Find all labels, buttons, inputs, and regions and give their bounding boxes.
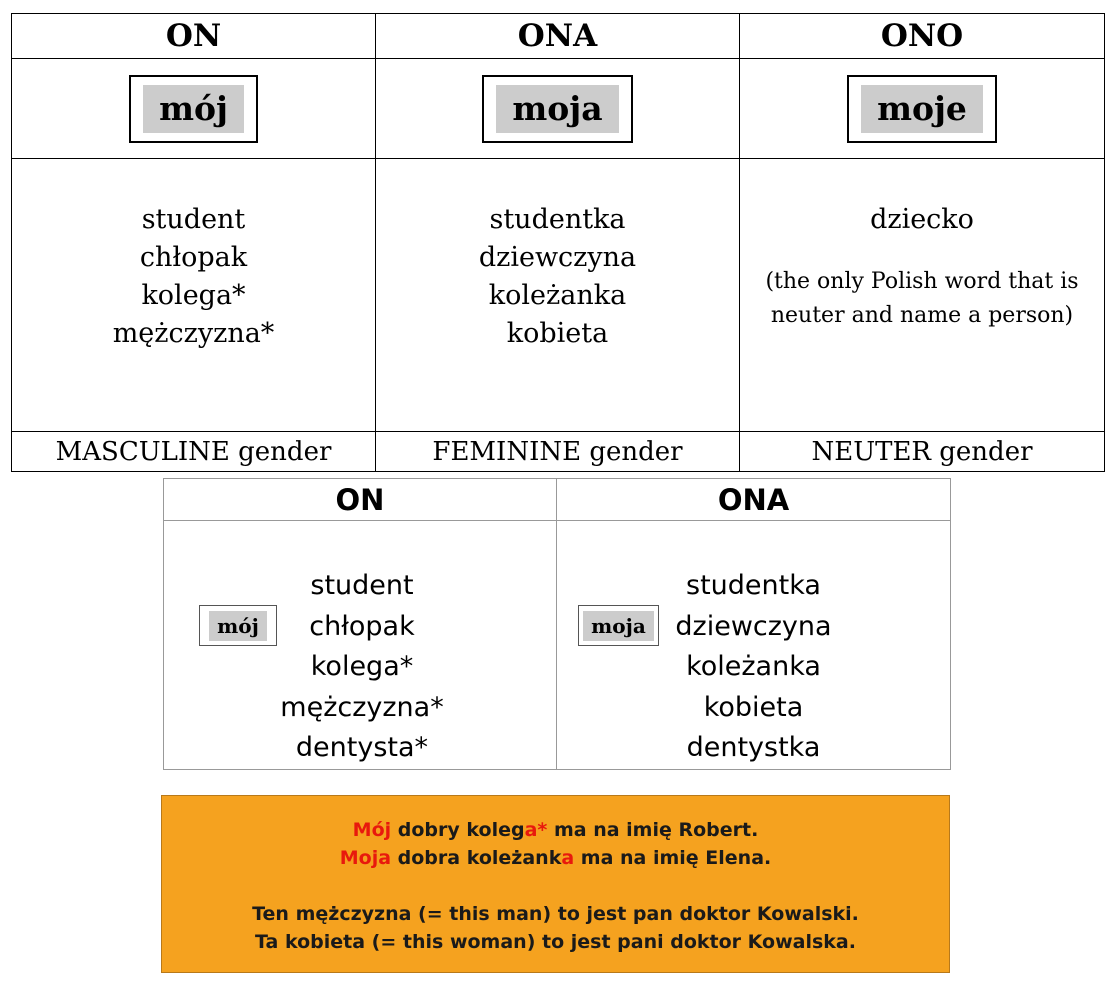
header-on: ON [12, 14, 376, 59]
sentence-1: Mój dobry kolega* ma na imię Robert. [352, 819, 759, 841]
masculine-cell [164, 521, 557, 770]
header-ona: ONA [376, 14, 740, 59]
header-row [12, 14, 1105, 59]
word: kobieta [703, 691, 804, 723]
word: dziewczyna [675, 610, 832, 642]
header-row [164, 479, 951, 521]
word: dentysta* [295, 732, 429, 763]
word: student [141, 204, 246, 235]
sentence-4: Ta kobieta (= this woman) to jest pani doktor Kowalska. [255, 931, 856, 953]
header-on: ON [164, 479, 557, 521]
pronoun-box-moja [578, 605, 659, 646]
masculine-words [12, 159, 376, 432]
word: dziewczyna [478, 242, 637, 273]
word: chłopak [139, 242, 248, 273]
masculine-words [166, 521, 558, 769]
word: mężczyzna* [112, 318, 275, 349]
word: kolega* [310, 651, 414, 682]
body-row [164, 521, 951, 770]
word: koleżanka [488, 280, 627, 311]
neuter-note: (the only Polish word that is neuter and name a person) [765, 269, 1079, 328]
example-sentences-box [161, 795, 950, 973]
word: studentka [489, 204, 626, 235]
word: dentystka [686, 732, 821, 763]
word: koleżanka [686, 651, 821, 682]
feminine-words [376, 159, 740, 432]
header-ono: ONO [740, 14, 1105, 59]
pronoun-row [12, 59, 1105, 159]
pronoun-moj: mój [143, 85, 244, 133]
pronoun-moja: moja [583, 611, 654, 641]
gender-masculine: MASCULINE gender [12, 432, 376, 472]
gender-row [12, 432, 1105, 472]
word: mężczyzna* [280, 691, 444, 723]
pronoun-moja: moja [496, 85, 618, 133]
word: dziecko [870, 204, 974, 235]
word: kobieta [506, 318, 609, 349]
word: student [310, 570, 414, 601]
word: kolega* [141, 280, 246, 311]
gender-neuter: NEUTER gender [740, 432, 1105, 472]
neuter-words [740, 159, 1105, 432]
feminine-cell [557, 521, 951, 770]
word: studentka [686, 570, 821, 601]
pronoun-box-moj [129, 75, 258, 143]
on-ona-table [163, 478, 951, 770]
pronoun-moj: mój [209, 611, 267, 641]
gender-table [11, 13, 1105, 472]
pronoun-box-moja [482, 75, 632, 143]
word: chłopak [309, 610, 415, 642]
pronoun-box-moje [847, 75, 997, 143]
gender-feminine: FEMININE gender [376, 432, 740, 472]
words-row [12, 159, 1105, 432]
header-ona: ONA [557, 479, 951, 521]
sentence-2: Moja dobra koleżanka ma na imię Elena. [339, 847, 772, 869]
sentence-3: Ten mężczyzna (= this man) to jest pan doktor Kowalski. [252, 903, 859, 925]
pronoun-moje: moje [861, 85, 983, 133]
